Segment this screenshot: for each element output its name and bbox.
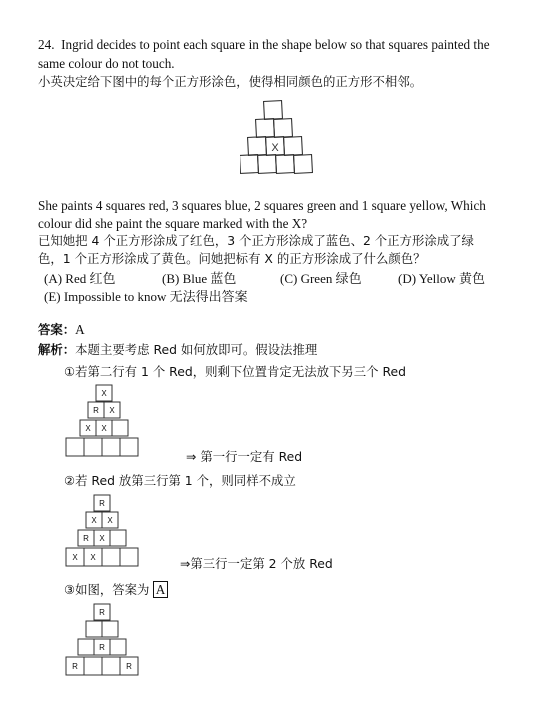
- mark-x: X: [90, 553, 96, 562]
- option-e: (E) Impossible to know 无法得出答案: [44, 289, 248, 304]
- option-b: (B) Blue 蓝色: [162, 271, 237, 286]
- answer-value: A: [75, 322, 85, 337]
- answer-line: [38, 322, 85, 338]
- mark-x: X: [101, 424, 107, 433]
- pyramid-square: [240, 155, 258, 174]
- solution-label: 解析：: [38, 342, 76, 357]
- answer-label: 答案：: [38, 322, 76, 337]
- paragraph-cn-1: 已知她把 4 个正方形涂成了红色，3 个正方形涂成了蓝色、2 个正方形涂成了绿: [38, 233, 474, 248]
- solution-intro: 本题主要考虑 Red 如何放即可。假设法推理: [75, 342, 318, 357]
- solution-figure-3: [64, 603, 150, 679]
- paragraph-en-1: She paints 4 squares red, 3 squares blue, 2 squares green and 1 square yellow, Which: [38, 198, 486, 213]
- step-3-answer-box: A: [153, 581, 169, 598]
- mark-x: X: [109, 406, 115, 415]
- question-text-en-1: Ingrid decides to point each square in the shape below so that squares painted the: [61, 37, 490, 52]
- paragraph-en-2: colour did she paint the square marked with the X?: [38, 216, 308, 231]
- pyramid-square: [276, 155, 295, 174]
- figure-x-mark: X: [271, 142, 279, 154]
- pyramid-square: [274, 119, 293, 138]
- solution-figure-2: [64, 494, 150, 570]
- option-a: (A) Red 红色: [44, 271, 116, 286]
- question-pyramid-figure: [240, 95, 320, 187]
- pyramid-square: [256, 119, 275, 138]
- paragraph-cn-2: 色，1 个正方形涂成了黄色。问她把标有 X 的正方形涂成了什么颜色？: [38, 251, 426, 266]
- mark-r: R: [99, 643, 105, 652]
- option-d: (D) Yellow 黄色: [398, 271, 486, 286]
- pyramid-square: [294, 155, 313, 174]
- question-line-1: [38, 37, 490, 53]
- solution-intro-line: [38, 342, 317, 358]
- mark-r: R: [72, 662, 78, 671]
- pyramid-square: [248, 137, 267, 156]
- option-c: (C) Green 绿色: [280, 271, 362, 286]
- mark-r: R: [126, 662, 132, 671]
- mark-r: R: [83, 534, 89, 543]
- question-number: 24.: [38, 37, 55, 52]
- solution-step-2: ②若 Red 放第三行第 1 个，则同样不成立: [64, 473, 296, 488]
- mark-r: R: [93, 406, 99, 415]
- mark-x: X: [99, 534, 105, 543]
- pyramid-square: [264, 101, 283, 120]
- solution-step-3-line: [64, 582, 168, 598]
- mark-x: X: [101, 389, 107, 398]
- question-text-cn: 小英决定给下图中的每个正方形涂色，使得相同颜色的正方形不相邻。: [38, 74, 423, 89]
- mark-x: X: [107, 516, 113, 525]
- mark-x: X: [72, 553, 78, 562]
- question-text-en-2: same colour do not touch.: [38, 56, 175, 71]
- solution-step-3: ③如图，答案为: [64, 582, 150, 597]
- pyramid-square: [284, 137, 303, 156]
- step-1-conclusion: ⇒ 第一行一定有 Red: [186, 449, 303, 464]
- mark-x: X: [91, 516, 97, 525]
- solution-step-1: ①若第二行有 1 个 Red，则剩下位置肯定无法放下另三个 Red: [64, 364, 407, 379]
- mark-r: R: [99, 608, 105, 617]
- mark-r: R: [99, 499, 105, 508]
- pyramid-square: [258, 155, 277, 174]
- solution-figure-1: [64, 384, 150, 460]
- step-2-conclusion: ⇒第三行一定第 2 个放 Red: [180, 556, 333, 571]
- mark-x: X: [85, 424, 91, 433]
